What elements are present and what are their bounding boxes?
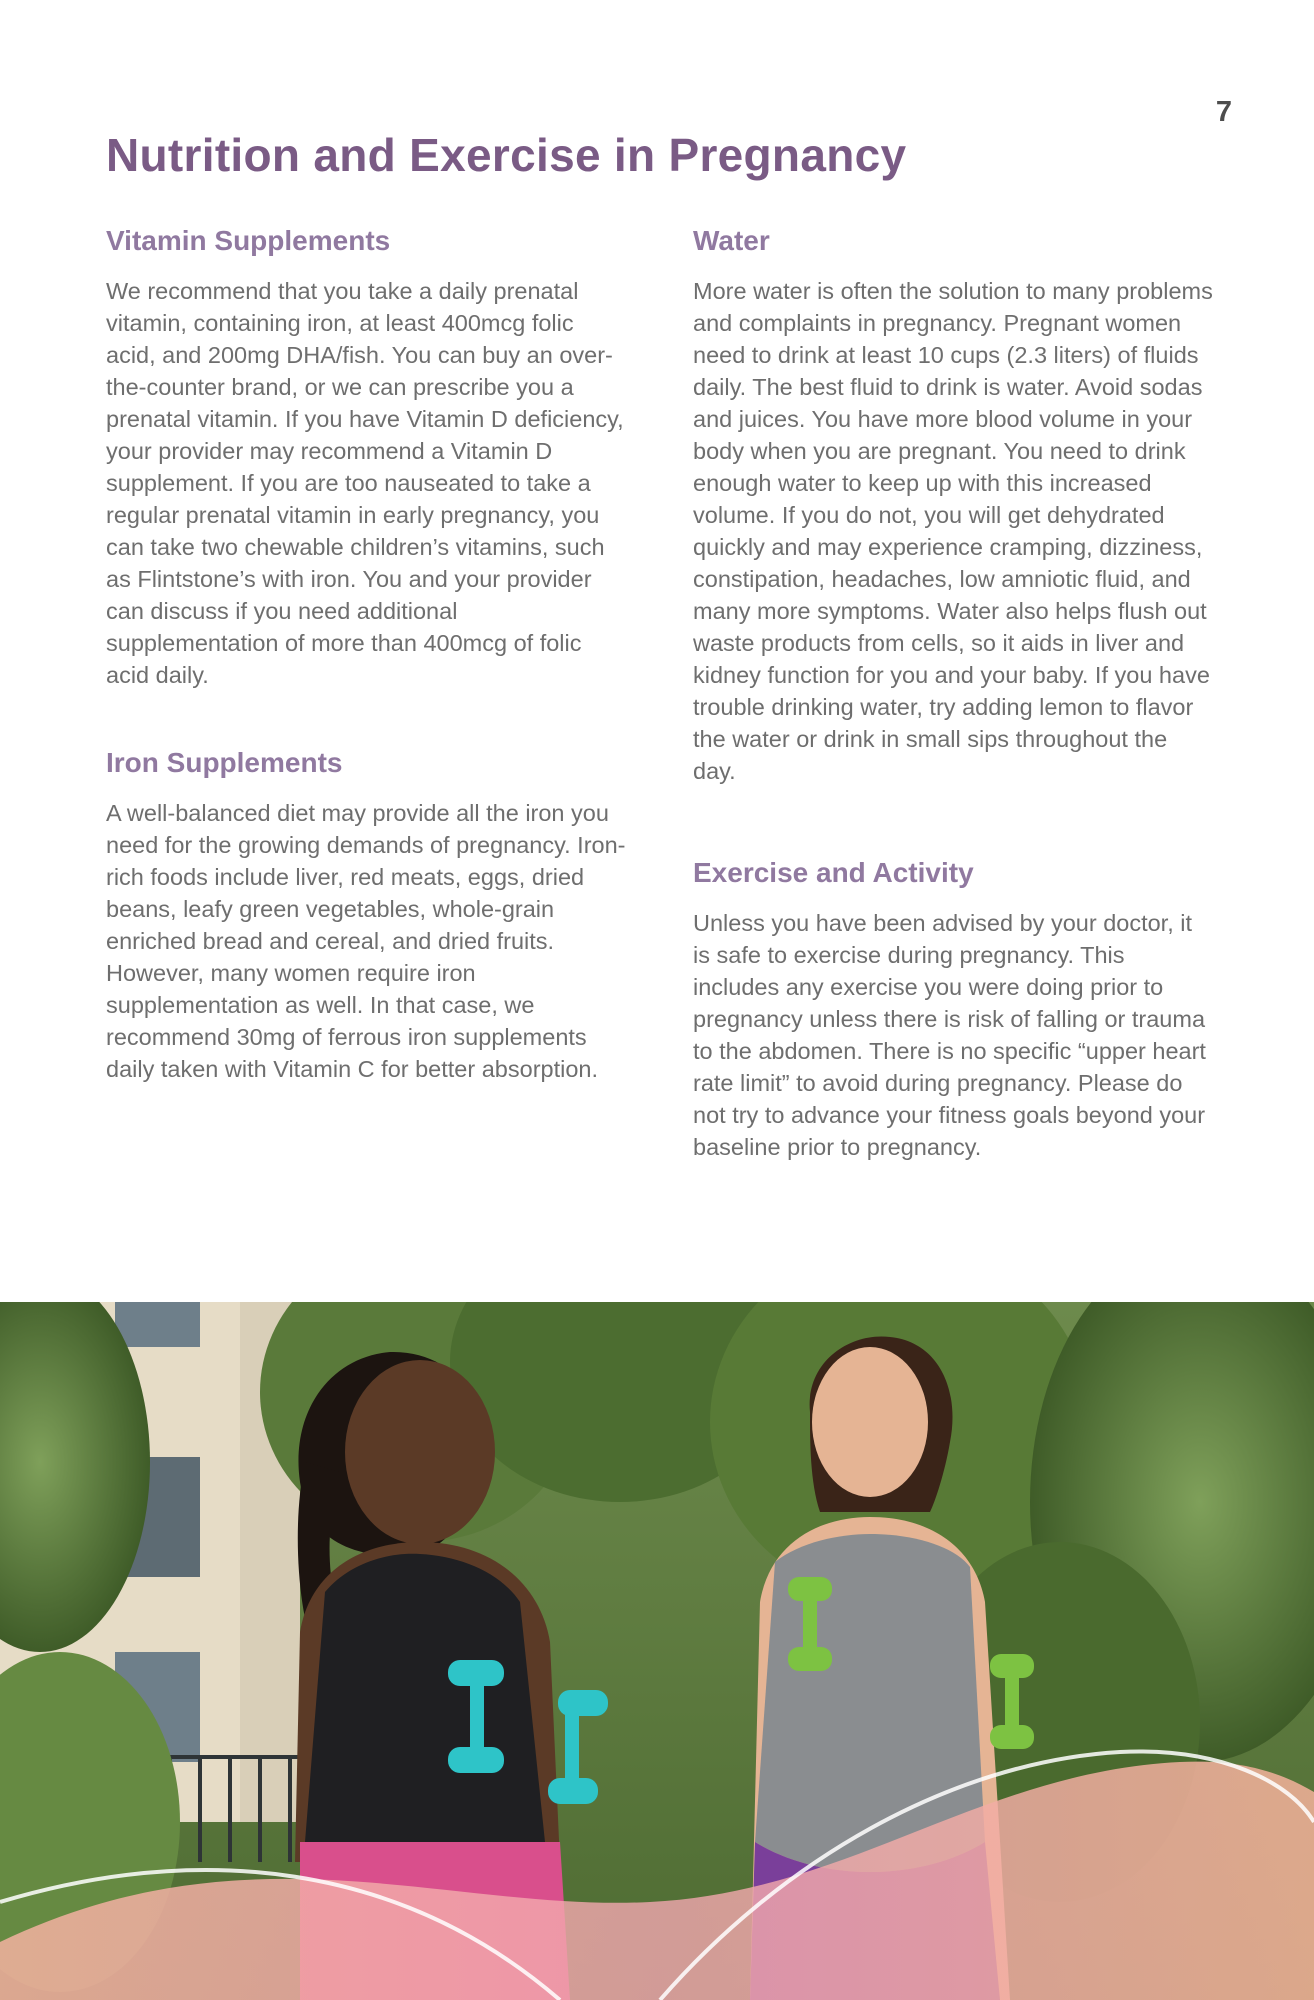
- water-heading: Water: [693, 225, 770, 256]
- vitamin-heading: Vitamin Supplements: [106, 225, 391, 256]
- exercise-photo: [0, 1302, 1314, 2000]
- iron-body: A well-balanced diet may provide all the iron you need for the growing demands of pregnancy. Iron-rich foods include liver, red meats, eggs, dried beans, leafy green vegetables, whole-grain enriched bread and cereal, and dried fruits. However, many women require iron supplementation as well. In that case, we recommend 30mg of ferrous iron supplements daily taken with Vitamin C for better absorption.: [106, 800, 626, 1082]
- exercise-section: [693, 857, 1213, 1163]
- vitamin-section: [106, 225, 626, 691]
- exercise-body: Unless you have been advised by your doctor, it is safe to exercise during pregnancy. This includes any exercise you were doing prior to pregnancy unless there is risk of falling or trauma to the abdomen. There is no specific “upper heart rate limit” to avoid during pregnancy. Please do not try to advance your fitness goals beyond your baseline prior to pregnancy.: [693, 910, 1206, 1160]
- exercise-heading: Exercise and Activity: [693, 857, 974, 888]
- page-number: 7: [1215, 96, 1232, 128]
- right-column: [693, 225, 1213, 1213]
- page-title: Nutrition and Exercise in Pregnancy: [106, 129, 907, 181]
- photo-illustration: [0, 1302, 1314, 2000]
- iron-section: [106, 747, 626, 1085]
- water-body: More water is often the solution to many problems and complaints in pregnancy. Pregnant women need to drink at least 10 cups (2.3 liters) of fluids daily. The best fluid to drink is water. Avoid sodas and juices. You have more blood volume in your body when you are pregnant. You need to drink enough water to keep up with this increased volume. If you do not, you will get dehydrated quickly and may experience cramping, dizziness, constipation, headaches, low amniotic fluid, and many more symptoms. Water also helps flush out waste products from cells, so it aids in liver and kidney function for you and your baby. If you have trouble drinking water, try adding lemon to flavor the water or drink in small sips throughout the day.: [693, 278, 1213, 784]
- water-section: [693, 225, 1213, 787]
- vitamin-body: We recommend that you take a daily prenatal vitamin, containing iron, at least 400mcg folic acid, and 200mg DHA/fish. You can buy an over-the-counter brand, or we can prescribe you a prenatal vitamin. If you have Vitamin D deficiency, your provider may recommend a Vitamin D supplement. If you are too nauseated to take a regular prenatal vitamin in early pregnancy, you can take two chewable children’s vitamins, such as Flintstone’s with iron. You and your provider can discuss if you need additional supplementation of more than 400mcg of folic acid daily.: [106, 278, 624, 688]
- left-column: [106, 225, 626, 1135]
- iron-heading: Iron Supplements: [106, 747, 343, 778]
